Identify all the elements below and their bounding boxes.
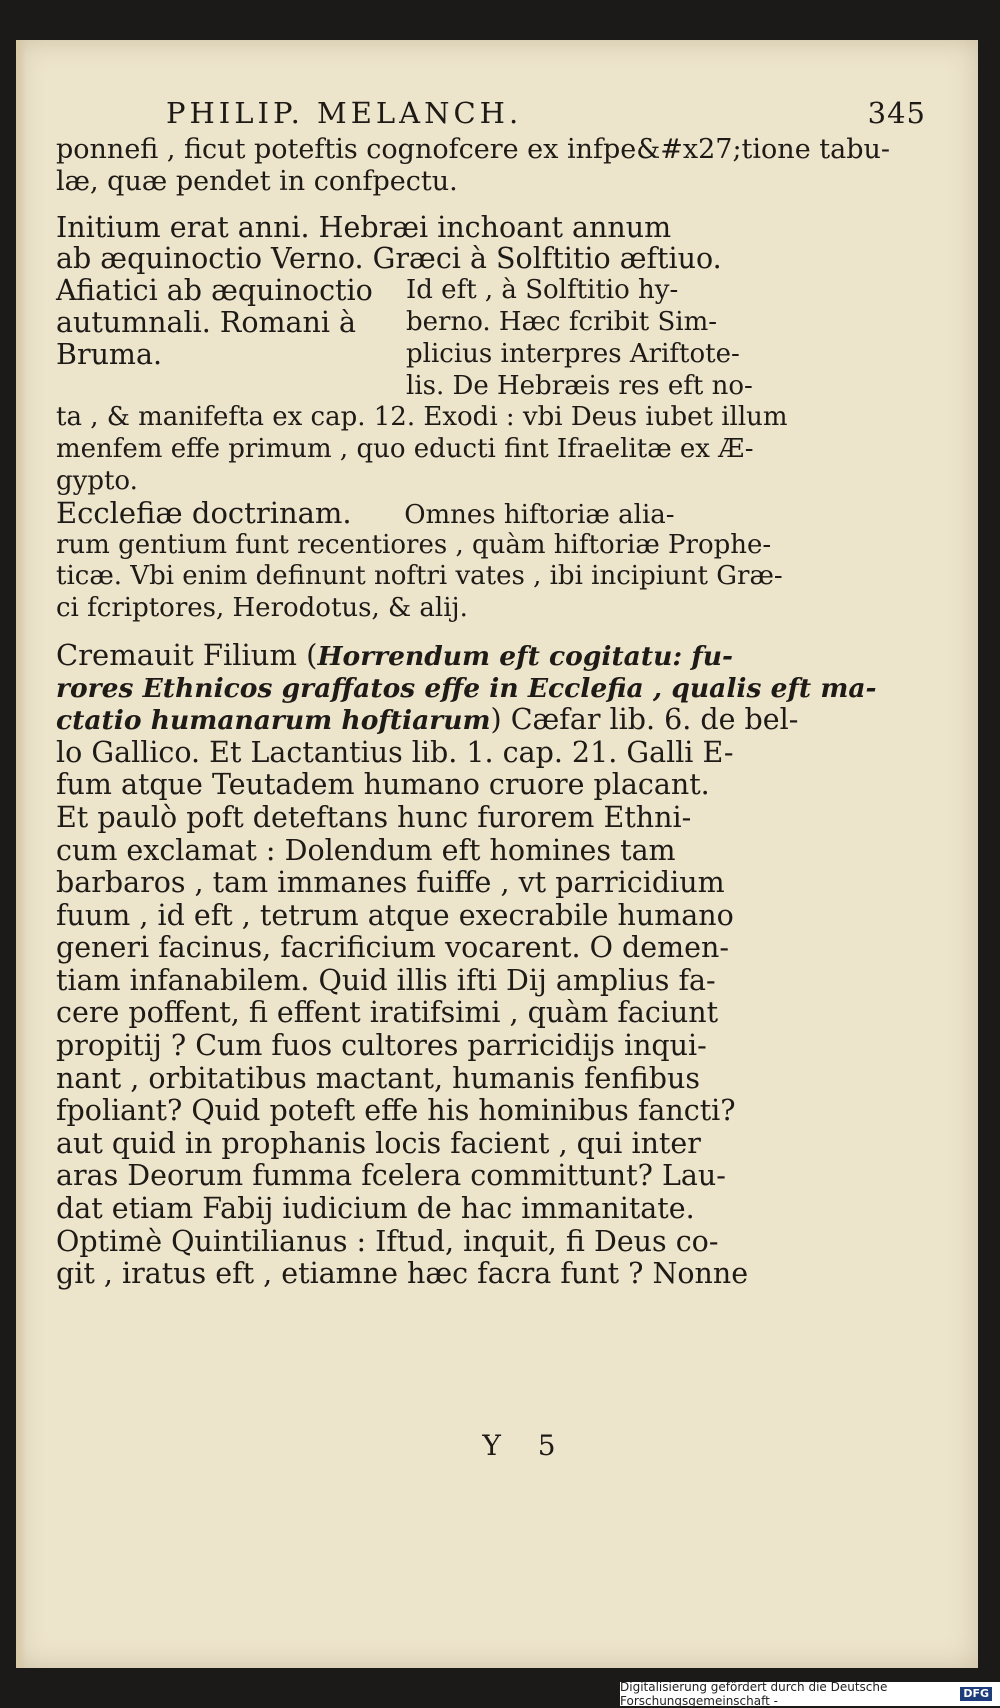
- text-line: ta , & manifefta ex cap. 12. Exodi : vbi Deus iubet illum: [56, 402, 788, 433]
- text-line: tiam infanabilem. Quid illis ifti Dij amplius fa-: [56, 963, 716, 997]
- text-line: Initium erat anni. Hebræi inchoant annum: [56, 210, 672, 244]
- text-line: ci fcriptores, Herodotus, & alij.: [56, 593, 468, 624]
- text-line: nant , orbitatibus mactant, humanis fenfibus: [56, 1061, 701, 1095]
- text-line: generi facinus, facrificium vocarent. O demen-: [56, 931, 730, 965]
- text-line: fuum , id eft , tetrum atque execrabile humano: [56, 898, 734, 932]
- text-line: Bruma.: [56, 337, 162, 371]
- text-line: Et paulò poft deteftans hunc furorem Ethni-: [56, 800, 692, 834]
- italic-gloss: Horrendum eft cogitatu: fu-: [317, 640, 734, 672]
- text-line: læ, quæ pendet in confpectu.: [56, 165, 458, 197]
- text-line: lo Gallico. Et Lactantius lib. 1. cap. 21. Galli E-: [56, 735, 734, 769]
- text-line: cere poffent, fi effent iratifsimi , quàm faciunt: [56, 996, 719, 1030]
- text-line: lis. De Hebræis res eft no-: [406, 370, 753, 401]
- text-line: fum atque Teutadem humano cruore placant.: [56, 768, 710, 802]
- lemma: Ecclefiæ doctrinam.: [56, 495, 352, 530]
- commentary-column: [396, 275, 936, 402]
- page-number: 345: [867, 96, 926, 130]
- text-line: aut quid in prophanis locis facient , qui inter: [56, 1126, 701, 1160]
- italic-gloss: rores Ethnicos graffatos effe in Ecclefia , qualis eft ma-: [56, 672, 877, 704]
- dfg-logo: DFG: [960, 1687, 992, 1701]
- signature-mark: Y 5: [482, 1429, 570, 1462]
- text-line: aras Deorum fumma fcelera committunt? Lau-: [56, 1159, 726, 1193]
- text-line: barbaros , tam immanes fuiffe , vt parricidium: [56, 866, 725, 900]
- digitization-footer: [620, 1682, 1000, 1706]
- paragraph-1: [56, 134, 936, 198]
- text-line: gypto.: [56, 465, 138, 496]
- text-line: ponnefi , ficut poteftis cognofcere ex infpe&#x27;tione tabu-: [56, 134, 890, 165]
- page-text: [56, 96, 936, 1462]
- italic-gloss: ctatio humanarum hoftiarum: [56, 705, 491, 737]
- book-page: [16, 40, 978, 1668]
- text-line: ab æquinoctio Verno. Græci à Solftitio æftiuo.: [56, 242, 722, 276]
- text-line: [56, 639, 936, 672]
- text-line: menfem effe primum , quo educti fint Ifraelitæ ex Æ-: [56, 434, 754, 465]
- text-line: Id eft , à Solftitio hy-: [406, 275, 679, 306]
- text-line: Optimè Quintilianus : Iftud, inquit, fi Deus co-: [56, 1224, 719, 1258]
- paragraph-3: [56, 495, 936, 625]
- text-line: ticæ. Vbi enim definunt noftri vates , ibi incipiunt Græ-: [56, 561, 783, 592]
- two-column-block: [56, 275, 936, 402]
- lemma-column: [56, 275, 396, 402]
- paragraph-2: [56, 212, 936, 498]
- text-line: [56, 672, 936, 705]
- text-line: rum gentium funt recentiores , quàm hiftoriæ Prophe-: [56, 529, 772, 560]
- text-line: berno. Hæc fcribit Sim-: [406, 306, 718, 337]
- text-segment: ) Cæfar lib. 6. de bel-: [490, 703, 799, 737]
- text-line: fpoliant? Quid poteft effe his hominibus fancti?: [56, 1094, 736, 1128]
- text-line: dat etiam Fabij iudicium de hac immanitate.: [56, 1192, 695, 1226]
- text-line: [56, 495, 936, 530]
- lemma: Cremauit Filium (: [56, 637, 318, 672]
- text-line: plicius interpres Ariftote-: [406, 338, 740, 369]
- paragraph-4: [56, 639, 936, 1291]
- running-title: PHILIP. MELANCH.: [166, 96, 523, 130]
- text-line: autumnali. Romani à: [56, 305, 357, 339]
- text-line: Afiatici ab æquinoctio: [56, 274, 373, 308]
- text-line: propitij ? Cum fuos cultores parricidijs inqui-: [56, 1029, 707, 1063]
- text-segment: Omnes hiftoriæ alia-: [404, 499, 675, 530]
- text-line: cum exclamat : Dolendum eft homines tam: [56, 833, 676, 867]
- text-line: git , iratus eft , etiamne hæc facra funt ? Nonne: [56, 1257, 749, 1291]
- running-header: [166, 98, 936, 134]
- text-line: [56, 704, 936, 737]
- footer-credit: Digitalisierung gefördert durch die Deutsche Forschungsgemeinschaft -: [620, 1680, 888, 1708]
